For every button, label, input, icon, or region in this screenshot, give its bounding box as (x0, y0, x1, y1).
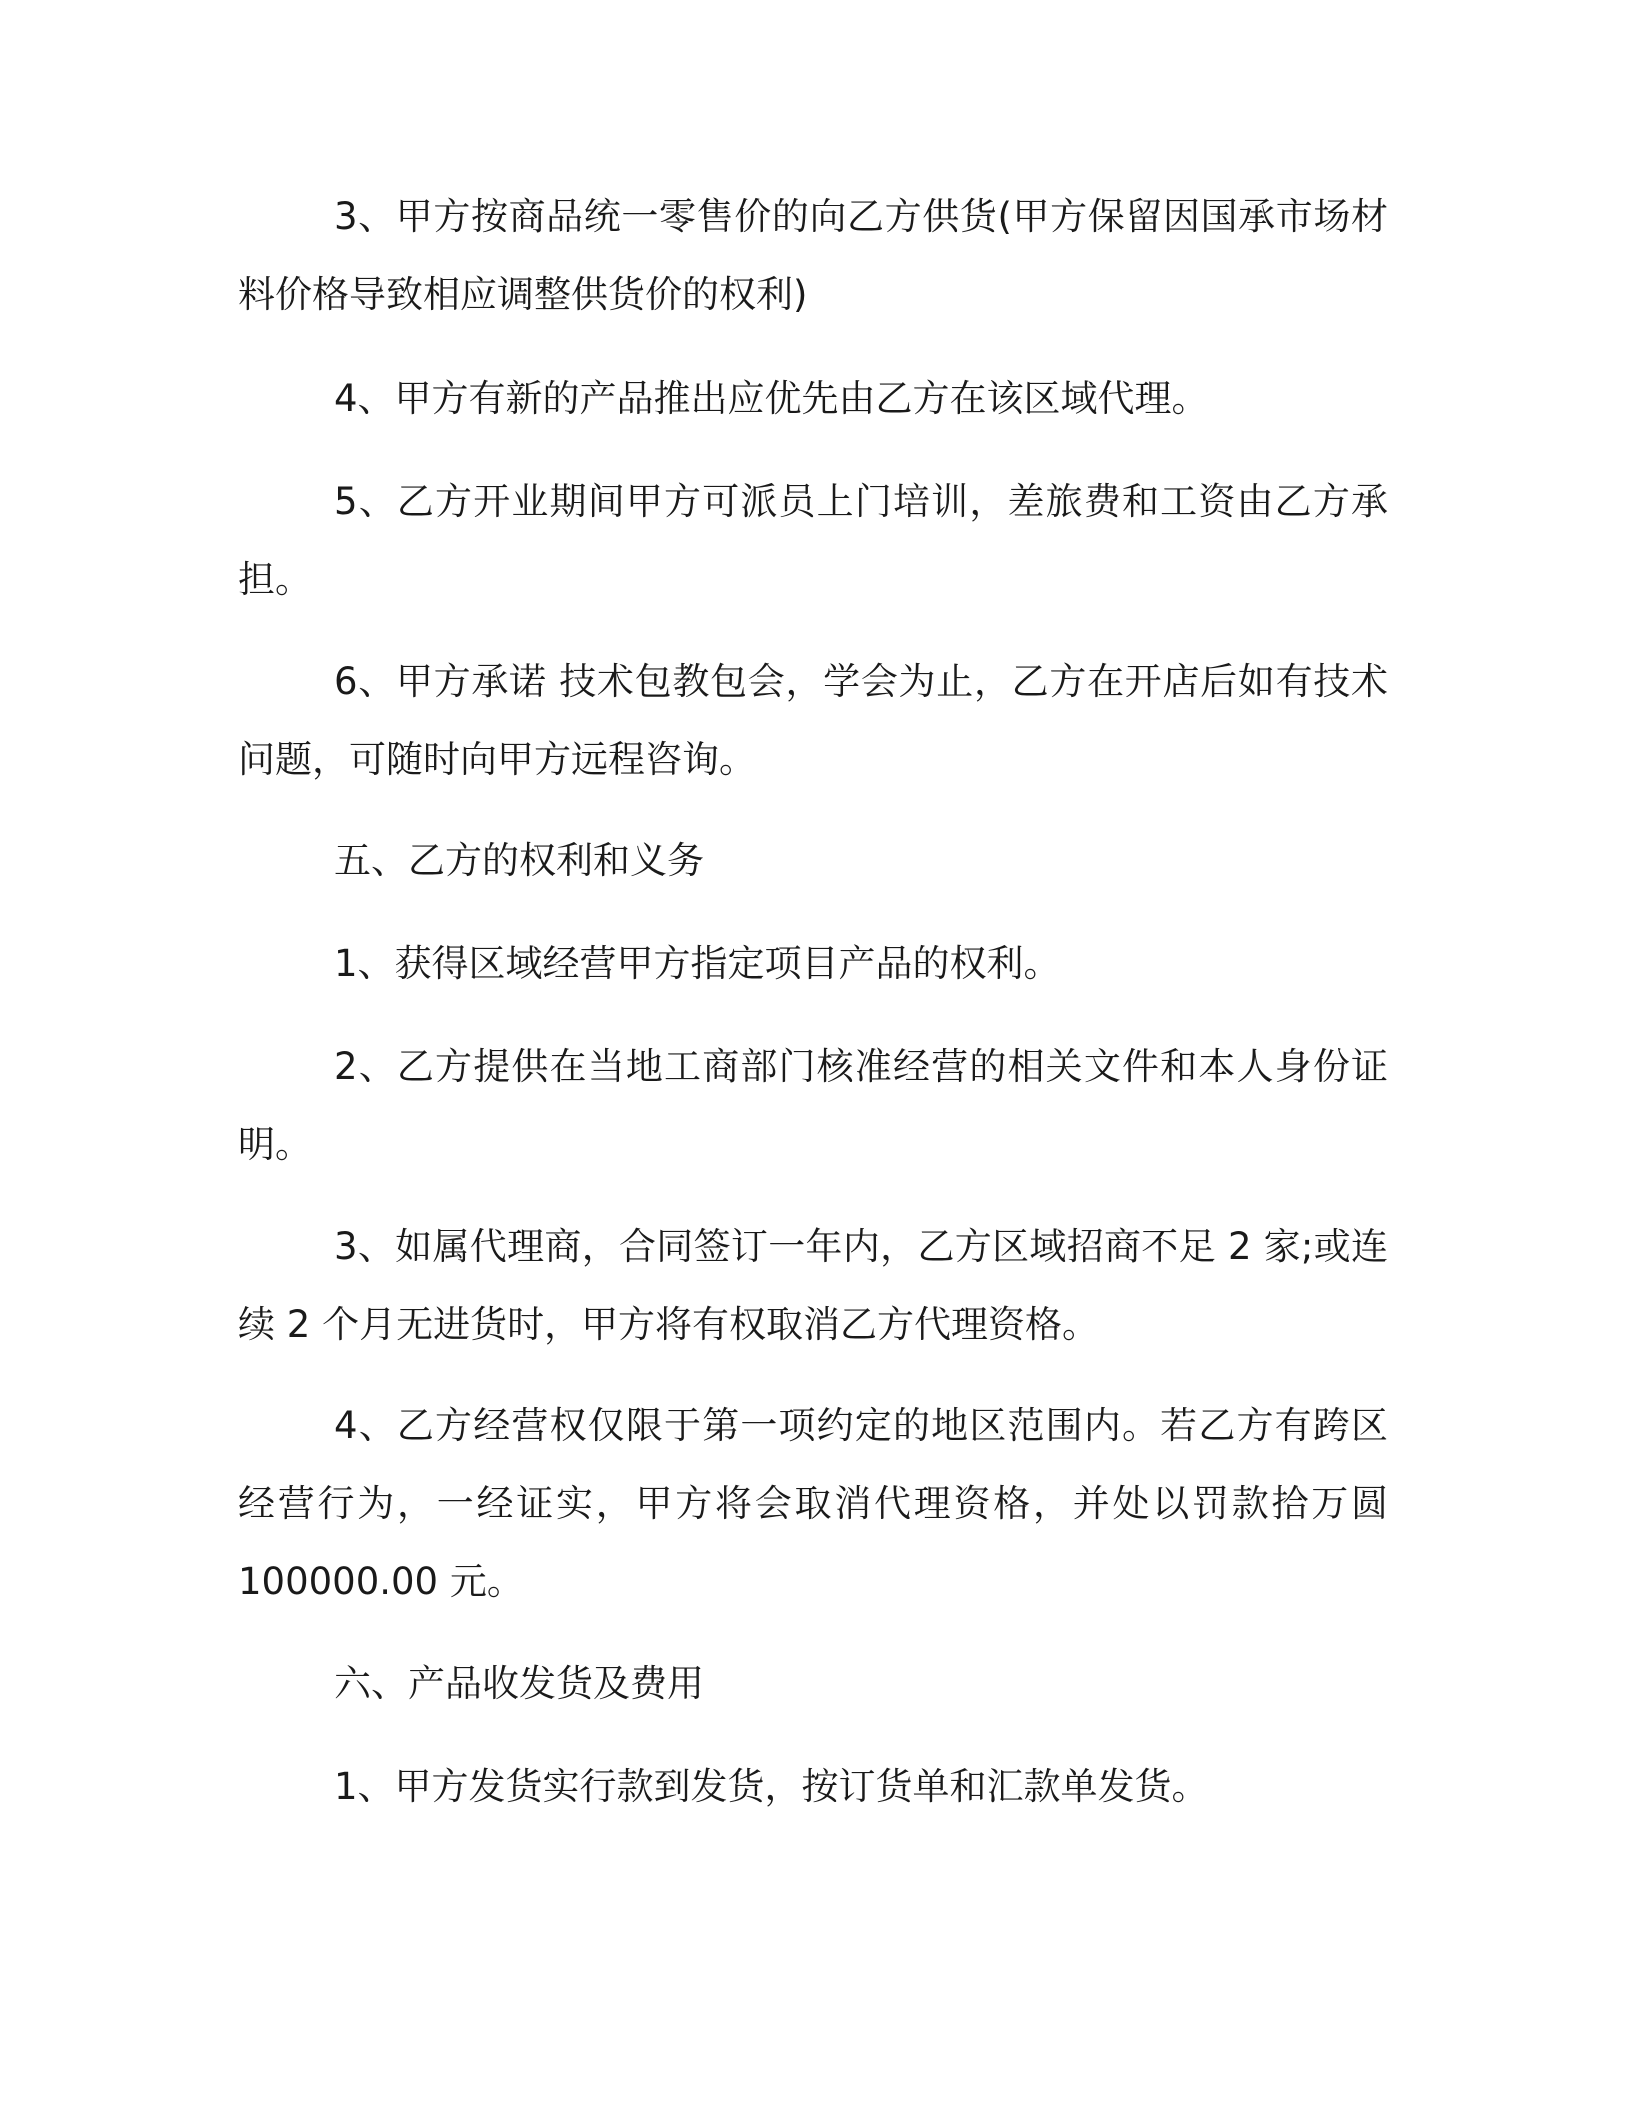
clause-a-4-new-products: 4、甲方有新的产品推出应优先由乙方在该区域代理。 (334, 377, 1209, 420)
section-heading-five: 五、乙方的权利和义务 (334, 839, 704, 882)
section-heading-six: 六、产品收发货及费用 (334, 1662, 704, 1705)
clause-b-4-territory: 4、乙方经营权仅限于第一项约定的地区范围内。若乙方有跨区经营行为，一经证实，甲方将会取消代理资格，并处以罚款拾万圆100000.00 元。 (238, 1404, 1388, 1603)
clause-b-3-agent-qualification: 3、如属代理商，合同签订一年内，乙方区域招商不足 2 家;或连续 2 个月无进货时，甲方将有权取消乙方代理资格。 (238, 1225, 1388, 1346)
clause-a-3-supply-price: 3、甲方按商品统一零售价的向乙方供货(甲方保留因国承市场材料价格导致相应调整供货价的权利) (238, 195, 1388, 316)
clause-a-6-tech-support: 6、甲方承诺 技术包教包会，学会为止，乙方在开店后如有技术问题，可随时向甲方远程咨询。 (238, 660, 1388, 781)
clause-b-1-regional-rights: 1、获得区域经营甲方指定项目产品的权利。 (334, 942, 1061, 985)
clause-c-1-shipping: 1、甲方发货实行款到发货，按订货单和汇款单发货。 (334, 1765, 1209, 1808)
clause-b-2-documents: 2、乙方提供在当地工商部门核准经营的相关文件和本人身份证明。 (238, 1045, 1388, 1166)
clause-a-5-training: 5、乙方开业期间甲方可派员上门培训，差旅费和工资由乙方承担。 (238, 480, 1388, 601)
